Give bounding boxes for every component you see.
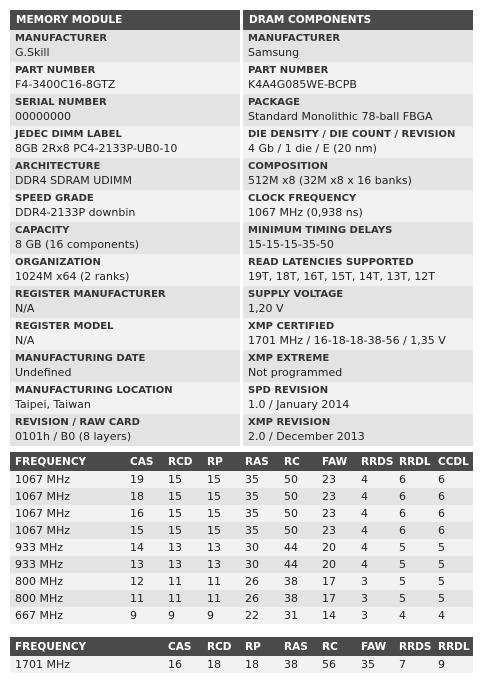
table-cell: 11: [164, 590, 203, 607]
spec-header: [10, 10, 473, 30]
table-cell: 14: [126, 539, 164, 556]
module-field: [10, 30, 240, 62]
table-cell: 4: [395, 607, 434, 624]
column-header: RP: [241, 637, 280, 656]
table-cell: 20: [318, 556, 357, 573]
table-cell: 35: [357, 656, 395, 673]
column-header: RP: [203, 452, 241, 471]
table-cell: 30: [241, 539, 280, 556]
column-header: CAS: [164, 637, 203, 656]
table-cell: 933 MHz: [10, 539, 126, 556]
dram-field: [243, 254, 473, 286]
field-label: MINIMUM TIMING DELAYS: [248, 225, 393, 236]
table-cell: 9: [126, 607, 164, 624]
field-value: Not programmed: [248, 366, 343, 379]
table-cell: 13: [126, 556, 164, 573]
table-cell: 18: [126, 488, 164, 505]
column-header: RRDS: [395, 637, 434, 656]
column-header: FAW: [357, 637, 395, 656]
table-cell: 6: [434, 505, 473, 522]
table-cell: 44: [280, 539, 318, 556]
field-value: 00000000: [15, 110, 71, 123]
column-header: RAS: [241, 452, 280, 471]
column-header: RRDL: [434, 637, 473, 656]
table-cell: 23: [318, 471, 357, 488]
field-value: DDR4-2133P downbin: [15, 206, 136, 219]
spec-panel: [10, 10, 473, 446]
dram-components-title: DRAM COMPONENTS: [243, 10, 473, 30]
table-cell: 50: [280, 522, 318, 539]
field-label: COMPOSITION: [248, 161, 328, 172]
table-row: [10, 505, 473, 522]
table-cell: 26: [241, 590, 280, 607]
spec-row: [10, 94, 473, 126]
spec-row: [10, 382, 473, 414]
table-cell: 6: [434, 471, 473, 488]
field-value: 8 GB (16 components): [15, 238, 140, 251]
table-cell: 15: [164, 471, 203, 488]
dram-field: [243, 30, 473, 62]
table-cell: 5: [434, 539, 473, 556]
field-label: SERIAL NUMBER: [15, 97, 107, 108]
table-cell: 4: [434, 607, 473, 624]
spec-row: [10, 190, 473, 222]
spec-row: [10, 30, 473, 62]
table-cell: 17: [318, 573, 357, 590]
table-cell: 667 MHz: [10, 607, 126, 624]
table-cell: 15: [203, 505, 241, 522]
column-header: RCD: [203, 637, 241, 656]
table-cell: 5: [395, 556, 434, 573]
table-cell: 50: [280, 505, 318, 522]
table-cell: 5: [434, 573, 473, 590]
spec-row: [10, 254, 473, 286]
table-cell: 6: [395, 505, 434, 522]
table-cell: 13: [164, 556, 203, 573]
table-cell: 38: [280, 656, 318, 673]
table-cell: 35: [241, 505, 280, 522]
table-cell: 13: [203, 539, 241, 556]
field-value: 1,20 V: [248, 302, 284, 315]
column-header: RCD: [164, 452, 203, 471]
table-cell: 6: [395, 471, 434, 488]
column-header: FREQUENCY: [10, 452, 126, 471]
table-cell: 15: [203, 488, 241, 505]
field-label: CLOCK FREQUENCY: [248, 193, 357, 204]
table-row: [10, 573, 473, 590]
table-row: [10, 522, 473, 539]
module-field: [10, 158, 240, 190]
table-cell: 35: [241, 488, 280, 505]
field-value: G.Skill: [15, 46, 50, 59]
table-cell: 13: [164, 539, 203, 556]
table-cell: 4: [357, 522, 395, 539]
field-label: XMP REVISION: [248, 417, 331, 428]
table-cell: 11: [203, 590, 241, 607]
table-cell: 26: [241, 573, 280, 590]
module-field: [10, 126, 240, 158]
timing-table-header: [10, 452, 473, 471]
field-value: 0101h / B0 (8 layers): [15, 430, 132, 443]
table-cell: 23: [318, 522, 357, 539]
table-cell: 12: [126, 573, 164, 590]
table-cell: 15: [203, 471, 241, 488]
table-row: [10, 556, 473, 573]
table-cell: 3: [357, 573, 395, 590]
table-cell: 15: [164, 522, 203, 539]
table-cell: 9: [164, 607, 203, 624]
table-cell: 4: [357, 471, 395, 488]
field-label: MANUFACTURING DATE: [15, 353, 146, 364]
field-value: DDR4 SDRAM UDIMM: [15, 174, 132, 187]
column-header: RRDL: [395, 452, 434, 471]
table-cell: 9: [203, 607, 241, 624]
field-label: PACKAGE: [248, 97, 301, 108]
table-cell: 4: [357, 488, 395, 505]
spec-row: [10, 222, 473, 254]
field-label: REGISTER MANUFACTURER: [15, 289, 166, 300]
field-label: MANUFACTURER: [15, 33, 108, 44]
table-cell: 933 MHz: [10, 556, 126, 573]
table-cell: 35: [241, 471, 280, 488]
field-value: 15-15-15-35-50: [248, 238, 334, 251]
column-header: RC: [280, 452, 318, 471]
dram-field: [243, 158, 473, 190]
table-cell: 50: [280, 471, 318, 488]
table-cell: 44: [280, 556, 318, 573]
field-label: REGISTER MODEL: [15, 321, 114, 332]
spec-row: [10, 286, 473, 318]
table-cell: 3: [357, 607, 395, 624]
field-label: PART NUMBER: [15, 65, 96, 76]
table-cell: 19: [126, 471, 164, 488]
table-row: [10, 488, 473, 505]
dram-field: [243, 382, 473, 414]
dram-field: [243, 190, 473, 222]
field-value: 19T, 18T, 16T, 15T, 14T, 13T, 12T: [248, 270, 435, 283]
table-cell: 6: [395, 488, 434, 505]
table-row: [10, 590, 473, 607]
table-cell: 23: [318, 488, 357, 505]
table-row: [10, 607, 473, 624]
spec-row: [10, 62, 473, 94]
field-value: K4A4G085WE-BCPB: [248, 78, 357, 91]
field-label: DIE DENSITY / DIE COUNT / REVISION: [248, 129, 456, 140]
module-field: [10, 414, 240, 446]
dram-field: [243, 94, 473, 126]
module-field: [10, 222, 240, 254]
field-value: 1067 MHz (0,938 ns): [248, 206, 363, 219]
table-cell: 14: [318, 607, 357, 624]
spec-row: [10, 318, 473, 350]
table-row: [10, 539, 473, 556]
field-label: MANUFACTURING LOCATION: [15, 385, 173, 396]
field-label: REVISION / RAW CARD: [15, 417, 140, 428]
table-cell: 11: [203, 573, 241, 590]
field-value: N/A: [15, 334, 35, 347]
table-cell: 16: [126, 505, 164, 522]
table-cell: 1701 MHz: [10, 656, 126, 673]
field-label: SUPPLY VOLTAGE: [248, 289, 344, 300]
spec-row: [10, 350, 473, 382]
table-cell: 11: [164, 573, 203, 590]
field-label: CAPACITY: [15, 225, 70, 236]
table-cell: 7: [395, 656, 434, 673]
field-value: 4 Gb / 1 die / E (20 nm): [248, 142, 377, 155]
dram-field: [243, 414, 473, 446]
table-cell: 56: [318, 656, 357, 673]
table-cell: 6: [434, 488, 473, 505]
table-cell: 30: [241, 556, 280, 573]
table-cell: 17: [318, 590, 357, 607]
field-label: SPD REVISION: [248, 385, 329, 396]
module-field: [10, 190, 240, 222]
table-cell: 15: [164, 505, 203, 522]
table-cell: 20: [318, 539, 357, 556]
table-cell: 3: [357, 590, 395, 607]
field-value: 1024M x64 (2 ranks): [15, 270, 130, 283]
xmp-timing-table: [10, 637, 473, 673]
table-cell: 6: [434, 522, 473, 539]
table-cell: 31: [280, 607, 318, 624]
table-cell: 1067 MHz: [10, 505, 126, 522]
field-value: Samsung: [248, 46, 300, 59]
table-cell: 5: [395, 590, 434, 607]
column-header: RRDS: [357, 452, 395, 471]
table-cell: 18: [241, 656, 280, 673]
table-cell: 18: [203, 656, 241, 673]
table-row: [10, 471, 473, 488]
column-header: CCDL: [434, 452, 473, 471]
field-label: READ LATENCIES SUPPORTED: [248, 257, 414, 268]
field-value: Taipei, Taiwan: [15, 398, 91, 411]
table-cell: 38: [280, 590, 318, 607]
table-cell: 800 MHz: [10, 590, 126, 607]
table-cell: 4: [357, 505, 395, 522]
table-cell: [126, 656, 164, 673]
field-label: SPEED GRADE: [15, 193, 94, 204]
field-value: 1.0 / January 2014: [248, 398, 350, 411]
field-label: ORGANIZATION: [15, 257, 101, 268]
field-label: ARCHITECTURE: [15, 161, 101, 172]
spec-row: [10, 414, 473, 446]
field-label: XMP EXTREME: [248, 353, 330, 364]
column-header: FREQUENCY: [10, 637, 126, 656]
table-cell: 38: [280, 573, 318, 590]
field-value: Undefined: [15, 366, 72, 379]
table-cell: 15: [164, 488, 203, 505]
module-field: [10, 94, 240, 126]
field-label: MANUFACTURER: [248, 33, 341, 44]
field-value: 8GB 2Rx8 PC4-2133P-UB0-10: [15, 142, 178, 155]
module-field: [10, 350, 240, 382]
field-value: 2.0 / December 2013: [248, 430, 365, 443]
table-cell: 4: [357, 556, 395, 573]
table-cell: 1067 MHz: [10, 488, 126, 505]
table-cell: 1067 MHz: [10, 471, 126, 488]
field-label: XMP CERTIFIED: [248, 321, 335, 332]
table-cell: 800 MHz: [10, 573, 126, 590]
module-field: [10, 382, 240, 414]
column-header: FAW: [318, 452, 357, 471]
dram-field: [243, 286, 473, 318]
table-cell: 5: [395, 573, 434, 590]
table-cell: 50: [280, 488, 318, 505]
table-cell: 15: [126, 522, 164, 539]
column-header: [126, 637, 164, 656]
table-cell: 9: [434, 656, 473, 673]
xmp-table-header: [10, 637, 473, 656]
dram-field: [243, 126, 473, 158]
spec-row: [10, 158, 473, 190]
table-cell: 15: [203, 522, 241, 539]
module-field: [10, 286, 240, 318]
table-cell: 11: [126, 590, 164, 607]
table-cell: 13: [203, 556, 241, 573]
field-value: N/A: [15, 302, 35, 315]
table-cell: 22: [241, 607, 280, 624]
column-header: RC: [318, 637, 357, 656]
module-field: [10, 62, 240, 94]
table-cell: 5: [395, 539, 434, 556]
field-value: F4-3400C16-8GTZ: [15, 78, 116, 91]
module-field: [10, 254, 240, 286]
table-cell: 16: [164, 656, 203, 673]
table-cell: 23: [318, 505, 357, 522]
field-label: PART NUMBER: [248, 65, 329, 76]
dram-field: [243, 62, 473, 94]
column-header: CAS: [126, 452, 164, 471]
column-header: RAS: [280, 637, 318, 656]
table-cell: 1067 MHz: [10, 522, 126, 539]
table-cell: 6: [395, 522, 434, 539]
spec-row: [10, 126, 473, 158]
table-cell: 35: [241, 522, 280, 539]
timing-table: [10, 452, 473, 624]
dram-field: [243, 222, 473, 254]
memory-module-title: MEMORY MODULE: [10, 10, 240, 30]
field-value: Standard Monolithic 78-ball FBGA: [248, 110, 433, 123]
field-value: 512M x8 (32M x8 x 16 banks): [248, 174, 412, 187]
field-label: JEDEC DIMM LABEL: [15, 129, 122, 140]
table-cell: 4: [357, 539, 395, 556]
dram-field: [243, 350, 473, 382]
field-value: 1701 MHz / 16-18-18-38-56 / 1,35 V: [248, 334, 446, 347]
spec-rows: [10, 30, 473, 446]
dram-field: [243, 318, 473, 350]
module-field: [10, 318, 240, 350]
table-cell: 5: [434, 556, 473, 573]
table-cell: 5: [434, 590, 473, 607]
table-row: [10, 656, 473, 673]
